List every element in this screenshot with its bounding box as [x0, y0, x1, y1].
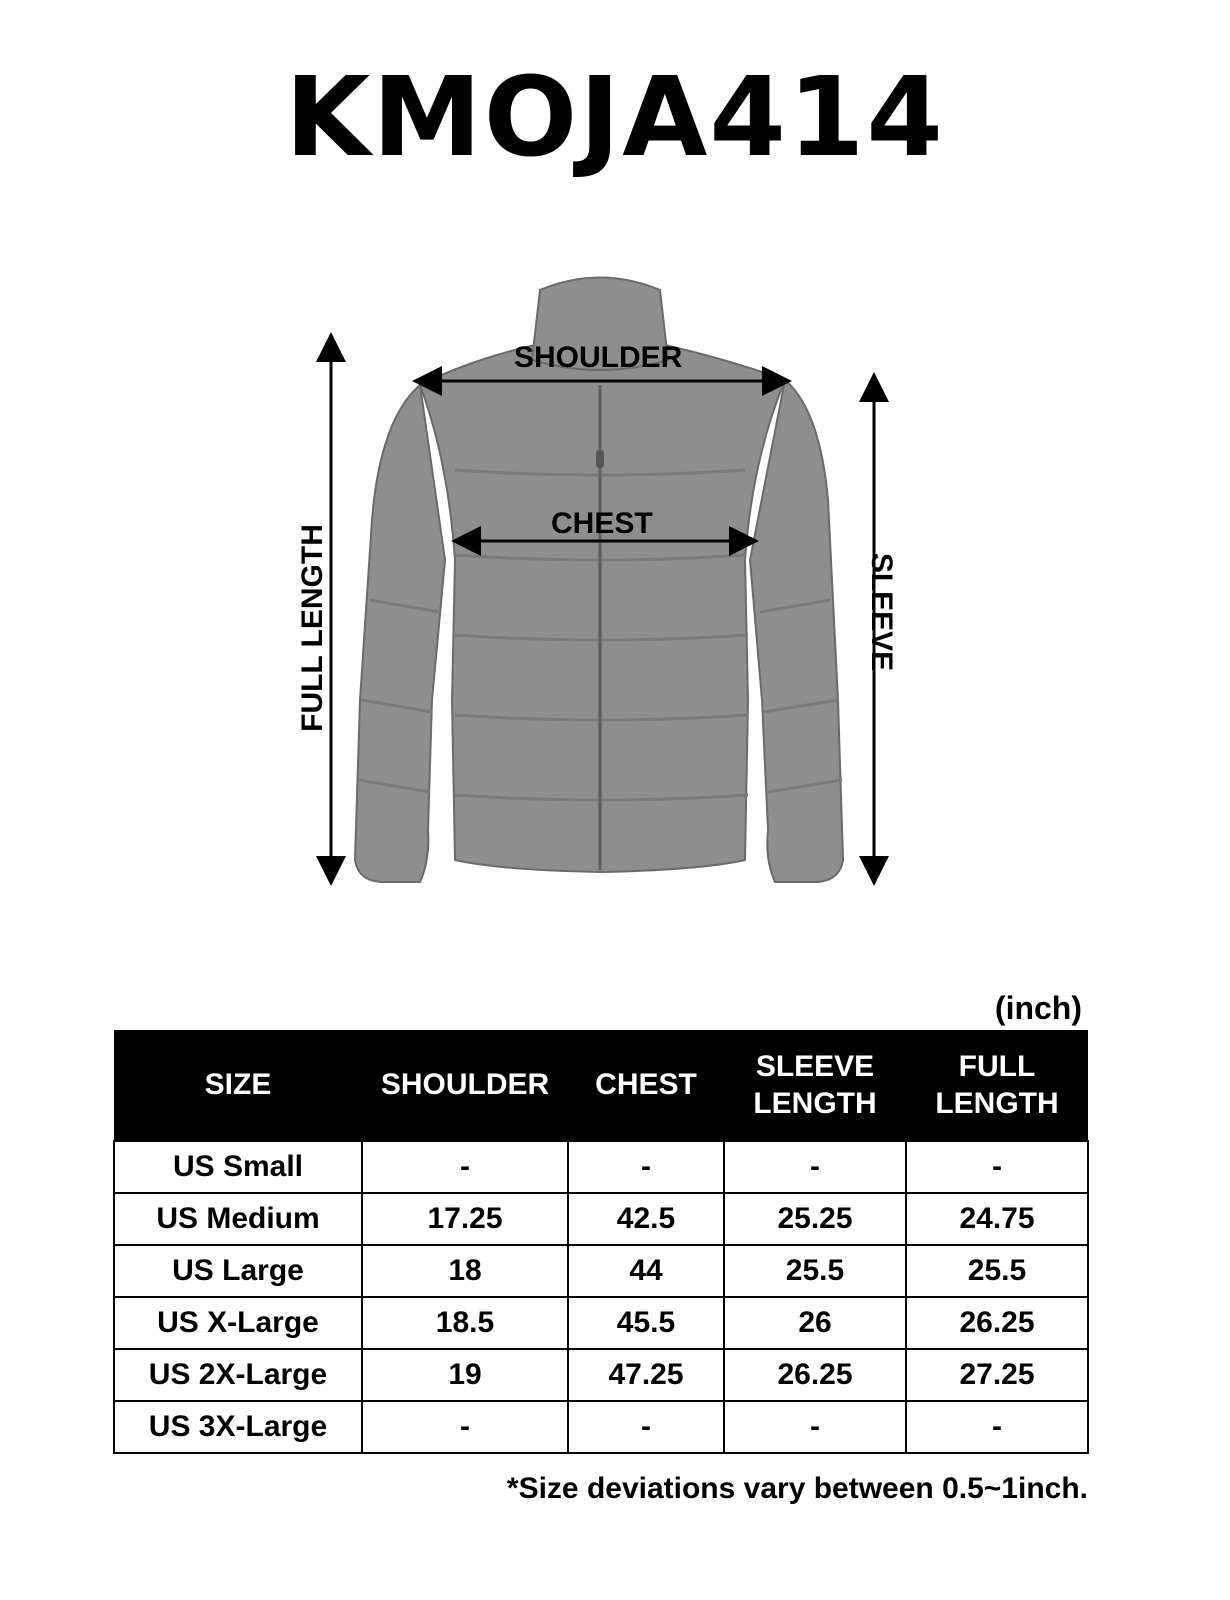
chest-cell: - — [568, 1141, 724, 1193]
shoulder-cell: 18 — [362, 1245, 568, 1297]
table-row — [114, 1193, 1088, 1245]
sleeve-length-cell: 25.5 — [724, 1245, 906, 1297]
table-header-row — [114, 1030, 1088, 1141]
chest-cell: 42.5 — [568, 1193, 724, 1245]
shoulder-cell: 19 — [362, 1349, 568, 1401]
size-cell: US Medium — [114, 1193, 362, 1245]
full-length-cell: - — [906, 1401, 1088, 1453]
header-size: SIZE — [114, 1030, 362, 1141]
sleeve-length-cell: - — [724, 1141, 906, 1193]
chest-cell: 45.5 — [568, 1297, 724, 1349]
size-chart-table — [113, 1030, 1089, 1454]
header-sleeve-length: SLEEVE LENGTH — [724, 1030, 906, 1141]
size-cell: US Small — [114, 1141, 362, 1193]
shoulder-cell: - — [362, 1141, 568, 1193]
product-code-title: KMOJA414 — [285, 53, 945, 181]
table-row — [114, 1349, 1088, 1401]
full-length-cell: 24.75 — [906, 1193, 1088, 1245]
table-row — [114, 1141, 1088, 1193]
chest-label: CHEST — [551, 507, 653, 540]
sleeve-length-cell: - — [724, 1401, 906, 1453]
table-row — [114, 1297, 1088, 1349]
full-length-cell: 27.25 — [906, 1349, 1088, 1401]
table-row — [114, 1245, 1088, 1297]
unit-label: (inch) — [994, 990, 1082, 1026]
header-full-length: FULL LENGTH — [906, 1030, 1088, 1141]
shoulder-cell: 18.5 — [362, 1297, 568, 1349]
table-row — [114, 1401, 1088, 1453]
chest-cell: 44 — [568, 1245, 724, 1297]
header-chest: CHEST — [568, 1030, 724, 1141]
sleeve-length-cell: 25.25 — [724, 1193, 906, 1245]
sleeve-label: SLEEVE — [865, 552, 898, 672]
shoulder-label: SHOULDER — [514, 341, 683, 374]
size-cell: US X-Large — [114, 1297, 362, 1349]
chest-cell: 47.25 — [568, 1349, 724, 1401]
full-length-cell: 25.5 — [906, 1245, 1088, 1297]
full-length-cell: 26.25 — [906, 1297, 1088, 1349]
size-cell: US 2X-Large — [114, 1349, 362, 1401]
size-cell: US Large — [114, 1245, 362, 1297]
sleeve-length-cell: 26 — [724, 1297, 906, 1349]
size-deviation-note: *Size deviations vary between 0.5~1inch. — [506, 1472, 1088, 1505]
sleeve-length-cell: 26.25 — [724, 1349, 906, 1401]
chest-cell: - — [568, 1401, 724, 1453]
full-length-cell: - — [906, 1141, 1088, 1193]
shoulder-cell: - — [362, 1401, 568, 1453]
shoulder-cell: 17.25 — [362, 1193, 568, 1245]
header-shoulder: SHOULDER — [362, 1030, 568, 1141]
full-length-label: FULL LENGTH — [296, 524, 329, 732]
zipper-pull-icon — [596, 450, 604, 468]
size-cell: US 3X-Large — [114, 1401, 362, 1453]
